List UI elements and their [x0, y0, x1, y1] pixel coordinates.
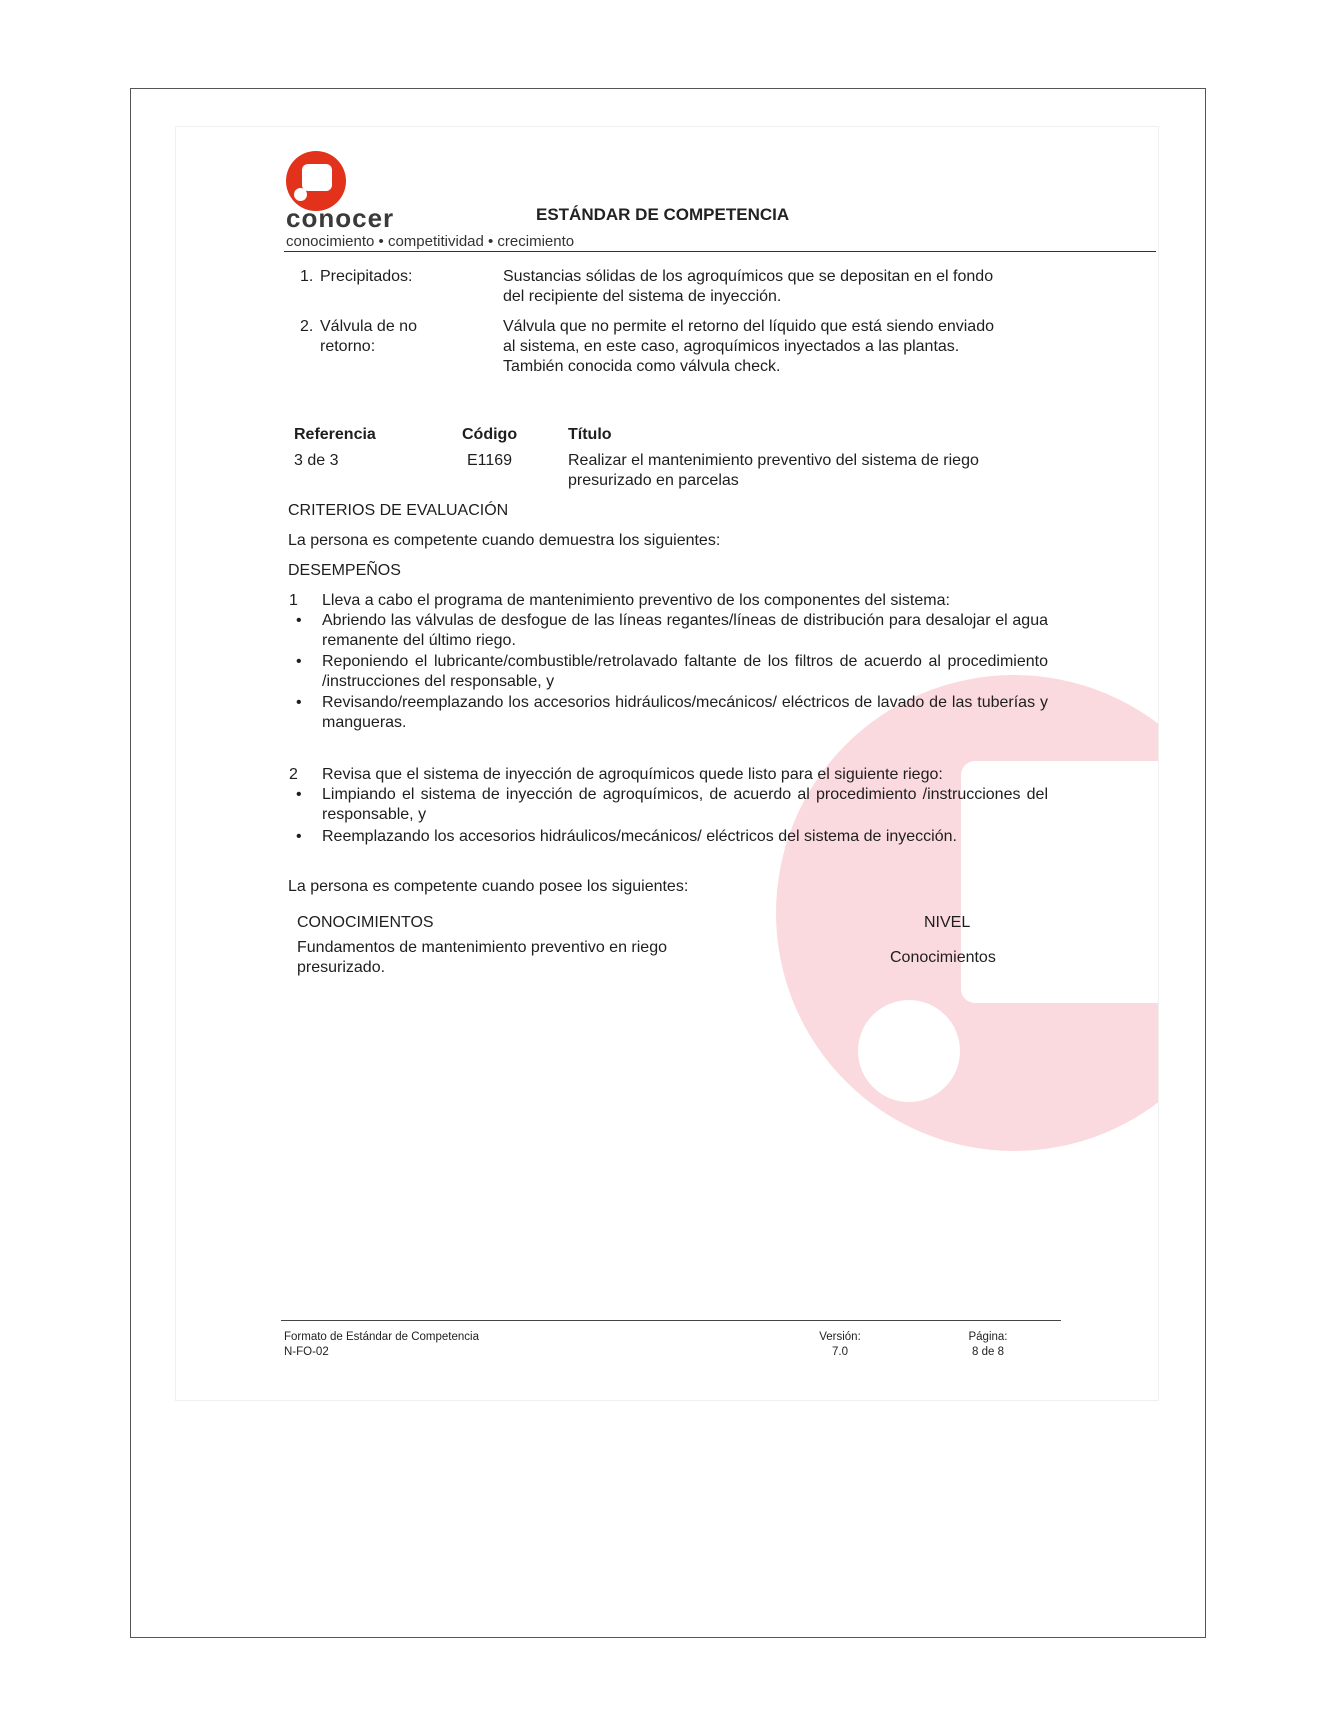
- knowledge-item: Fundamentos de mantenimiento preventivo en riego: [297, 939, 667, 956]
- glossary-definition-line: Sustancias sólidas de los agroquímicos que se depositan en el fondo: [503, 268, 994, 285]
- performance-bullet: Reemplazando los accesorios hidráulicos/mecánicos/ eléctricos del sistema de inyección.: [322, 828, 957, 845]
- performance-bullet: Limpiando el sistema de inyección de agroquímicos, de acuerdo al procedimiento /instrucciones del responsable, y: [322, 786, 1048, 823]
- performance-text: Revisa que el sistema de inyección de agroquímicos quede listo para el siguiente riego:: [322, 766, 943, 783]
- footer-format-name: Formato de Estándar de Competencia: [284, 1331, 479, 1343]
- knowledge-level: Conocimientos: [890, 949, 996, 966]
- bullet-icon: •: [296, 612, 302, 629]
- glossary-term: Válvula de no: [320, 318, 417, 335]
- table-header-referencia: Referencia: [294, 426, 376, 443]
- table-header-codigo: Código: [462, 426, 518, 443]
- table-cell-titulo: Realizar el mantenimiento preventivo del sistema de riego: [568, 452, 979, 469]
- footer-page-label: Página:: [968, 1331, 1008, 1343]
- glossary-definition-line: Válvula que no permite el retorno del líquido que está siendo enviado: [503, 318, 994, 335]
- knowledge-intro: La persona es competente cuando posee los siguientes:: [288, 878, 689, 895]
- performance-bullet: Abriendo las válvulas de desfogue de las líneas regantes/líneas de distribución para desalojar el agua remanente del último riego.: [322, 612, 1048, 649]
- document-title: ESTÁNDAR DE COMPETENCIA: [536, 205, 790, 224]
- performance-text: Lleva a cabo el programa de mantenimiento preventivo de los componentes del sistema:: [322, 592, 950, 609]
- glossary-definition-line: al sistema, en este caso, agroquímicos inyectados a las plantas.: [503, 338, 960, 355]
- glossary-number: 1.: [300, 268, 314, 285]
- glossary-term: retorno:: [320, 338, 376, 355]
- glossary-definition-line: del recipiente del sistema de inyección.: [503, 288, 782, 305]
- knowledge-header: CONOCIMIENTOS: [297, 914, 434, 931]
- performance-number: 1: [289, 592, 298, 609]
- footer-page-value: 8 de 8: [972, 1346, 1004, 1358]
- bullet-icon: •: [296, 653, 302, 670]
- performance-number: 2: [289, 766, 298, 783]
- footer-version-label: Versión:: [819, 1331, 861, 1343]
- table-cell-referencia: 3 de 3: [294, 452, 339, 469]
- conocer-logo-dot: [294, 188, 307, 201]
- conocer-logo-square: [302, 164, 332, 191]
- logo-tagline: conocimiento • competitividad • crecimiento: [286, 233, 575, 250]
- table-cell-titulo: presurizado en parcelas: [568, 472, 739, 489]
- criteria-intro: La persona es competente cuando demuestra los siguientes:: [288, 532, 721, 549]
- watermark-logo-dot: [858, 1000, 960, 1102]
- knowledge-item: presurizado.: [297, 959, 386, 976]
- performance-bullet: Reponiendo el lubricante/combustible/retrolavado faltante de los filtros de acuerdo al procedimiento /instrucciones del responsable, y: [322, 653, 1048, 690]
- glossary-number: 2.: [300, 318, 314, 335]
- footer-version-value: 7.0: [832, 1346, 848, 1358]
- bullet-icon: •: [296, 828, 302, 845]
- table-cell-codigo: E1169: [467, 452, 513, 469]
- document-page: [175, 126, 1159, 1401]
- desempenos-heading: DESEMPEÑOS: [288, 562, 401, 579]
- glossary-definition-line: También conocida como válvula check.: [503, 358, 781, 375]
- criteria-heading: CRITERIOS DE EVALUACIÓN: [288, 502, 509, 519]
- performance-bullet: Revisando/reemplazando los accesorios hidráulicos/mecánicos/ eléctricos de lavado de las tuberías y mangueras.: [322, 694, 1048, 731]
- header-divider: [284, 251, 1156, 252]
- glossary-term: Precipitados:: [320, 268, 413, 285]
- table-header-titulo: Título: [568, 426, 612, 443]
- bullet-icon: •: [296, 786, 302, 803]
- level-header: NIVEL: [924, 914, 971, 931]
- footer-divider: [281, 1320, 1061, 1321]
- logo-wordmark: conocer: [286, 203, 395, 233]
- bullet-icon: •: [296, 694, 302, 711]
- footer-format-code: N-FO-02: [284, 1346, 329, 1358]
